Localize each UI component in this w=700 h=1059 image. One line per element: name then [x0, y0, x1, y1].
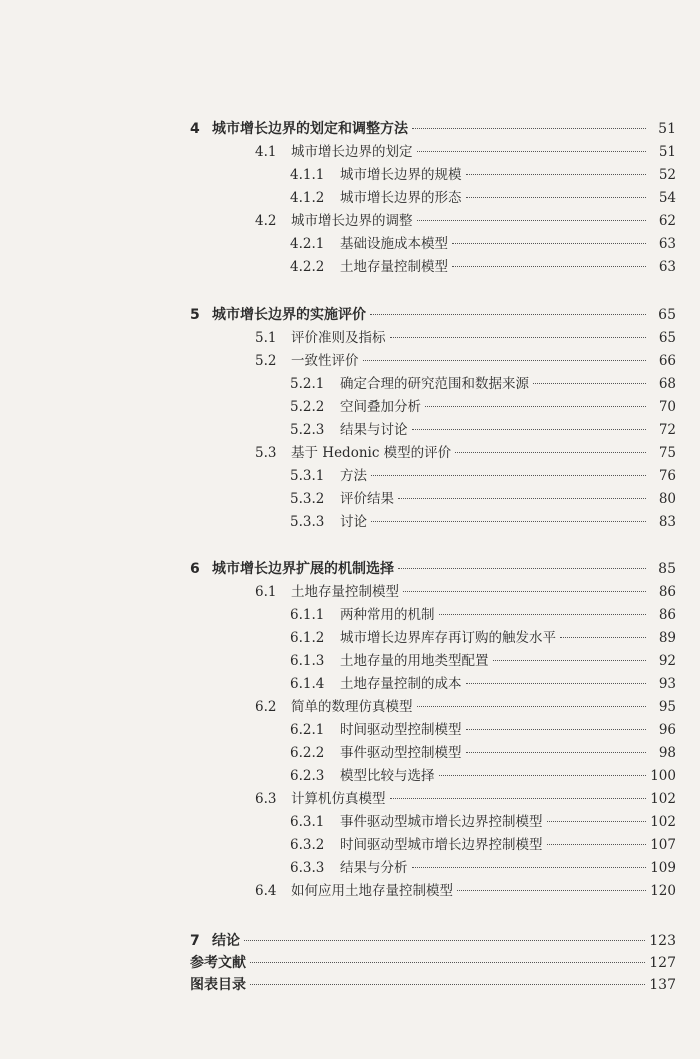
toc-entry[interactable] [290, 650, 676, 672]
toc-entry[interactable] [290, 673, 676, 695]
toc-entry-title: 城市增长边界的规模 [340, 167, 462, 183]
toc-entry-title: 土地存量的用地类型配置 [340, 653, 489, 669]
toc-entry-number: 6.2.3 [290, 768, 325, 784]
toc-entry[interactable] [290, 834, 676, 856]
toc-entry-page-number: 83 [658, 514, 676, 530]
toc-entry-page-number: 137 [649, 977, 676, 993]
toc-entry[interactable] [290, 164, 676, 186]
toc-entry-number: 5.2.3 [290, 422, 325, 438]
toc-entry-page-number: 76 [658, 468, 676, 484]
dot-leader [452, 243, 646, 244]
dot-leader [244, 940, 645, 941]
toc-entry-title: 讨论 [340, 514, 367, 530]
toc-entry-number: 6.3.3 [290, 860, 325, 876]
dot-leader [403, 591, 646, 592]
toc-entry[interactable] [290, 465, 676, 487]
dot-leader [412, 128, 646, 129]
toc-entry-page-number: 93 [658, 676, 676, 692]
toc-entry-title: 模型比较与选择 [340, 768, 435, 784]
toc-entry-number: 6.3.1 [290, 814, 325, 830]
toc-entry-title: 一致性评价 [291, 353, 359, 369]
toc-entry-page-number: 95 [658, 699, 676, 715]
toc-entry-title: 确定合理的研究范围和数据来源 [340, 376, 529, 392]
toc-entry-page-number: 51 [658, 144, 676, 160]
toc-entry-title: 简单的数理仿真模型 [291, 699, 413, 715]
toc-entry-number: 5.3.2 [290, 491, 325, 507]
dot-leader [425, 406, 646, 407]
toc-entry-title: 土地存量控制模型 [340, 259, 448, 275]
toc-entry-number: 5.2 [255, 353, 277, 369]
dot-leader [398, 498, 646, 499]
toc-entry-number: 5.2.1 [290, 376, 325, 392]
toc-entry-title: 城市增长边界的实施评价 [212, 307, 366, 323]
dot-leader [363, 360, 647, 361]
toc-entry-page-number: 54 [658, 190, 676, 206]
toc-entry-title: 如何应用土地存量控制模型 [291, 883, 453, 899]
toc-entry-page-number: 70 [658, 399, 676, 415]
toc-entry[interactable] [290, 627, 676, 649]
toc-entry[interactable] [290, 811, 676, 833]
toc-entry-page-number: 127 [649, 955, 676, 971]
toc-entry-number: 6.1.1 [290, 607, 325, 623]
toc-entry[interactable] [255, 210, 676, 232]
toc-entry[interactable] [290, 233, 676, 255]
toc-entry[interactable] [290, 396, 676, 418]
toc-entry[interactable] [255, 788, 676, 810]
toc-entry-title: 两种常用的机制 [340, 607, 435, 623]
toc-entry-page-number: 63 [658, 236, 676, 252]
toc-entry[interactable] [290, 511, 676, 533]
toc-entry-number: 6.1.4 [290, 676, 325, 692]
toc-entry-number: 6.1.2 [290, 630, 325, 646]
toc-entry-title: 城市增长边界的调整 [291, 213, 413, 229]
toc-entry-title: 图表目录 [190, 977, 246, 993]
toc-entry-page-number: 96 [658, 722, 676, 738]
toc-entry-number: 4.2.2 [290, 259, 325, 275]
toc-entry-title: 空间叠加分析 [340, 399, 421, 415]
toc-entry-title: 结果与分析 [340, 860, 408, 876]
toc-entry[interactable] [255, 696, 676, 718]
toc-entry-title: 评价准则及指标 [291, 330, 386, 346]
toc-entry[interactable] [190, 118, 676, 140]
toc-entry-title: 计算机仿真模型 [291, 791, 386, 807]
dot-leader [466, 683, 647, 684]
toc-entry-title: 城市增长边界扩展的机制选择 [212, 561, 394, 577]
toc-entry-title: 土地存量控制的成本 [340, 676, 462, 692]
toc-entry-number: 6.2.1 [290, 722, 325, 738]
toc-entry[interactable] [290, 604, 676, 626]
toc-entry-page-number: 66 [658, 353, 676, 369]
toc-entry-number: 7 [190, 933, 200, 949]
toc-entry-title: 城市增长边界的形态 [340, 190, 462, 206]
toc-entry-title: 事件驱动型城市增长边界控制模型 [340, 814, 543, 830]
dot-leader [452, 266, 646, 267]
dot-leader [398, 568, 646, 569]
toc-entry-page-number: 102 [650, 791, 676, 807]
toc-entry-number: 4.2.1 [290, 236, 325, 252]
dot-leader [439, 775, 647, 776]
dot-leader [390, 337, 647, 338]
toc-entry-page-number: 75 [658, 445, 676, 461]
dot-leader [371, 475, 646, 476]
toc-entry-page-number: 68 [658, 376, 676, 392]
toc-entry-page-number: 102 [650, 814, 676, 830]
toc-entry-page-number: 98 [658, 745, 676, 761]
toc-entry-number: 5.3 [255, 445, 277, 461]
toc-entry-page-number: 62 [658, 213, 676, 229]
dot-leader [250, 984, 645, 985]
toc-entry-page-number: 123 [649, 933, 676, 949]
toc-entry-page-number: 72 [658, 422, 676, 438]
toc-entry-title: 结果与讨论 [340, 422, 408, 438]
toc-entry-title: 参考文献 [190, 955, 246, 971]
toc-entry[interactable] [190, 304, 676, 326]
toc-entry[interactable] [290, 488, 676, 510]
toc-entry-page-number: 52 [658, 167, 676, 183]
toc-entry-title: 方法 [340, 468, 367, 484]
toc-entry-number: 4 [190, 121, 200, 137]
toc-entry[interactable] [255, 880, 676, 902]
toc-entry-title: 事件驱动型控制模型 [340, 745, 462, 761]
toc-entry[interactable] [190, 930, 676, 952]
toc-entry-number: 6.2 [255, 699, 277, 715]
toc-entry[interactable] [290, 857, 676, 879]
toc-entry-title: 城市增长边界的划定和调整方法 [212, 121, 408, 137]
toc-entry-page-number: 120 [650, 883, 676, 899]
toc-entry-number: 6.4 [255, 883, 277, 899]
dot-leader [371, 521, 646, 522]
toc-entry[interactable] [190, 974, 676, 996]
toc-entry-page-number: 85 [658, 561, 676, 577]
dot-leader [547, 821, 647, 822]
dot-leader [533, 383, 646, 384]
dot-leader [412, 429, 647, 430]
toc-entry-page-number: 100 [650, 768, 676, 784]
dot-leader [417, 151, 647, 152]
toc-entry-page-number: 80 [658, 491, 676, 507]
toc-entry-number: 4.2 [255, 213, 277, 229]
toc-entry-number: 6.2.2 [290, 745, 325, 761]
dot-leader [466, 752, 647, 753]
toc-entry[interactable] [190, 558, 676, 580]
toc-entry-page-number: 89 [658, 630, 676, 646]
toc-entry-title: 结论 [212, 933, 240, 949]
toc-entry-page-number: 65 [658, 307, 676, 323]
toc-entry-title: 时间驱动型城市增长边界控制模型 [340, 837, 543, 853]
toc-entry-number: 5.2.2 [290, 399, 325, 415]
toc-entry-page-number: 63 [658, 259, 676, 275]
toc-entry-number: 5.3.3 [290, 514, 325, 530]
toc-entry-page-number: 109 [650, 860, 676, 876]
dot-leader [390, 798, 647, 799]
toc-entry[interactable] [255, 141, 676, 163]
toc-entry-number: 5 [190, 307, 200, 323]
toc-entry[interactable] [255, 350, 676, 372]
toc-entry-page-number: 65 [658, 330, 676, 346]
toc-entry-page-number: 107 [650, 837, 676, 853]
toc-entry[interactable] [290, 187, 676, 209]
toc-entry-number: 4.1.2 [290, 190, 325, 206]
toc-entry-number: 6.3.2 [290, 837, 325, 853]
toc-entry-title: 基础设施成本模型 [340, 236, 448, 252]
toc-entry[interactable] [290, 373, 676, 395]
toc-entry-number: 6.1.3 [290, 653, 325, 669]
dot-leader [457, 890, 646, 891]
toc-entry-title: 城市增长边界的划定 [291, 144, 413, 160]
toc-entry[interactable] [290, 419, 676, 441]
toc-entry-number: 4.1.1 [290, 167, 325, 183]
toc-entry[interactable] [290, 765, 676, 787]
toc-entry[interactable] [255, 327, 676, 349]
dot-leader [466, 197, 647, 198]
toc-entry-page-number: 92 [658, 653, 676, 669]
toc-entry-page-number: 86 [658, 607, 676, 623]
toc-entry-number: 5.1 [255, 330, 277, 346]
toc-entry-number: 6.3 [255, 791, 277, 807]
dot-leader [466, 729, 647, 730]
toc-entry-title: 土地存量控制模型 [291, 584, 399, 600]
dot-leader [455, 452, 646, 453]
dot-leader [412, 867, 647, 868]
dot-leader [493, 660, 647, 661]
dot-leader [250, 962, 645, 963]
toc-entry-number: 6.1 [255, 584, 277, 600]
toc-entry-page-number: 86 [658, 584, 676, 600]
toc-entry-page-number: 51 [658, 121, 676, 137]
toc-entry-title: 评价结果 [340, 491, 394, 507]
toc-entry-number: 4.1 [255, 144, 277, 160]
dot-leader [560, 637, 646, 638]
dot-leader [370, 314, 646, 315]
toc-entry[interactable] [290, 256, 676, 278]
toc-entry[interactable] [255, 442, 676, 464]
toc-entry[interactable] [290, 742, 676, 764]
toc-entry-number: 5.3.1 [290, 468, 325, 484]
dot-leader [547, 844, 647, 845]
toc-entry-number: 6 [190, 561, 200, 577]
dot-leader [417, 220, 647, 221]
toc-entry-title: 基于 Hedonic 模型的评价 [291, 445, 452, 461]
toc-entry[interactable] [290, 719, 676, 741]
toc-entry-title: 时间驱动型控制模型 [340, 722, 462, 738]
dot-leader [417, 706, 647, 707]
dot-leader [439, 614, 647, 615]
toc-entry[interactable] [190, 952, 676, 974]
toc-entry[interactable] [255, 581, 676, 603]
toc-entry-title: 城市增长边界库存再订购的触发水平 [340, 630, 556, 646]
dot-leader [466, 174, 647, 175]
